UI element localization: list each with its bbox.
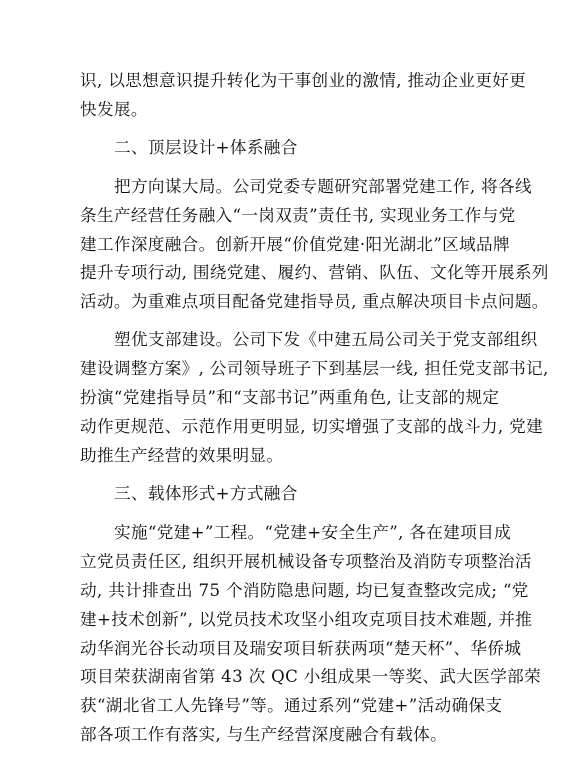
text-line: 部各项工作有落实, 与生产经营深度融合有载体。 [80, 725, 448, 745]
text-line: 建工作深度融合。创新开展“价值党建·阳光湖北”区域品牌 [80, 234, 510, 254]
text-line: 项目荣获湖南省第 43 次 QC 小组成果一等奖、武大医学部荣 [80, 667, 542, 687]
section-heading: 二、顶层设计+体系融合 [114, 137, 298, 157]
text-line: 建+技术创新”, 以党员技术攻坚小组攻克项目技术难题, 并推 [80, 609, 533, 629]
text-line: 实施“党建+”工程。“党建+安全生产”, 各在建项目成 [114, 522, 512, 542]
text-line: 条生产经营任务融入“一岗双责”责任书, 实现业务工作与党 [80, 205, 516, 225]
text-line: 立党员责任区, 组织开展机械设备专项整治及消防专项整治活 [80, 551, 532, 571]
text-line: 把方向谋大局。公司党委专题研究部署党建工作, 将各线 [114, 176, 532, 196]
text-line: 快发展。 [80, 99, 148, 119]
text-line: 助推生产经营的效果明显。 [80, 446, 284, 466]
text-line: 塑优支部建设。公司下发《中建五局公司关于党支部组织 [114, 330, 538, 350]
text-line: 获“湖北省工人先锋号”等。通过系列“党建+”活动确保支 [80, 696, 503, 716]
section-heading: 三、载体形式+方式融合 [114, 483, 298, 503]
text-line: 提升专项行动, 围绕党建、履约、营销、队伍、文化等开展系列 [80, 263, 549, 283]
text-line: 动作更规范、示范作用更明显, 切实增强了支部的战斗力, 党建 [80, 417, 544, 437]
text-line: 扮演“党建指导员”和“支部书记”两重角色, 让支部的规定 [80, 388, 500, 408]
text-line: 识, 以思想意识提升转化为干事创业的激情, 推动企业更好更 [80, 71, 527, 90]
text-line: 活动。为重难点项目配备党建指导员, 重点解决项目卡点问题。 [80, 292, 549, 312]
text-line: 动, 共计排查出 75 个消防隐患问题, 均已复查整改完成; “党 [80, 580, 529, 600]
text-line: 建设调整方案》, 公司领导班子下到基层一线, 担任党支部书记, [80, 359, 549, 379]
text-line: 动华润光谷长动项目及瑞安项目斩获两项“楚天杯”、华侨城 [80, 638, 522, 658]
